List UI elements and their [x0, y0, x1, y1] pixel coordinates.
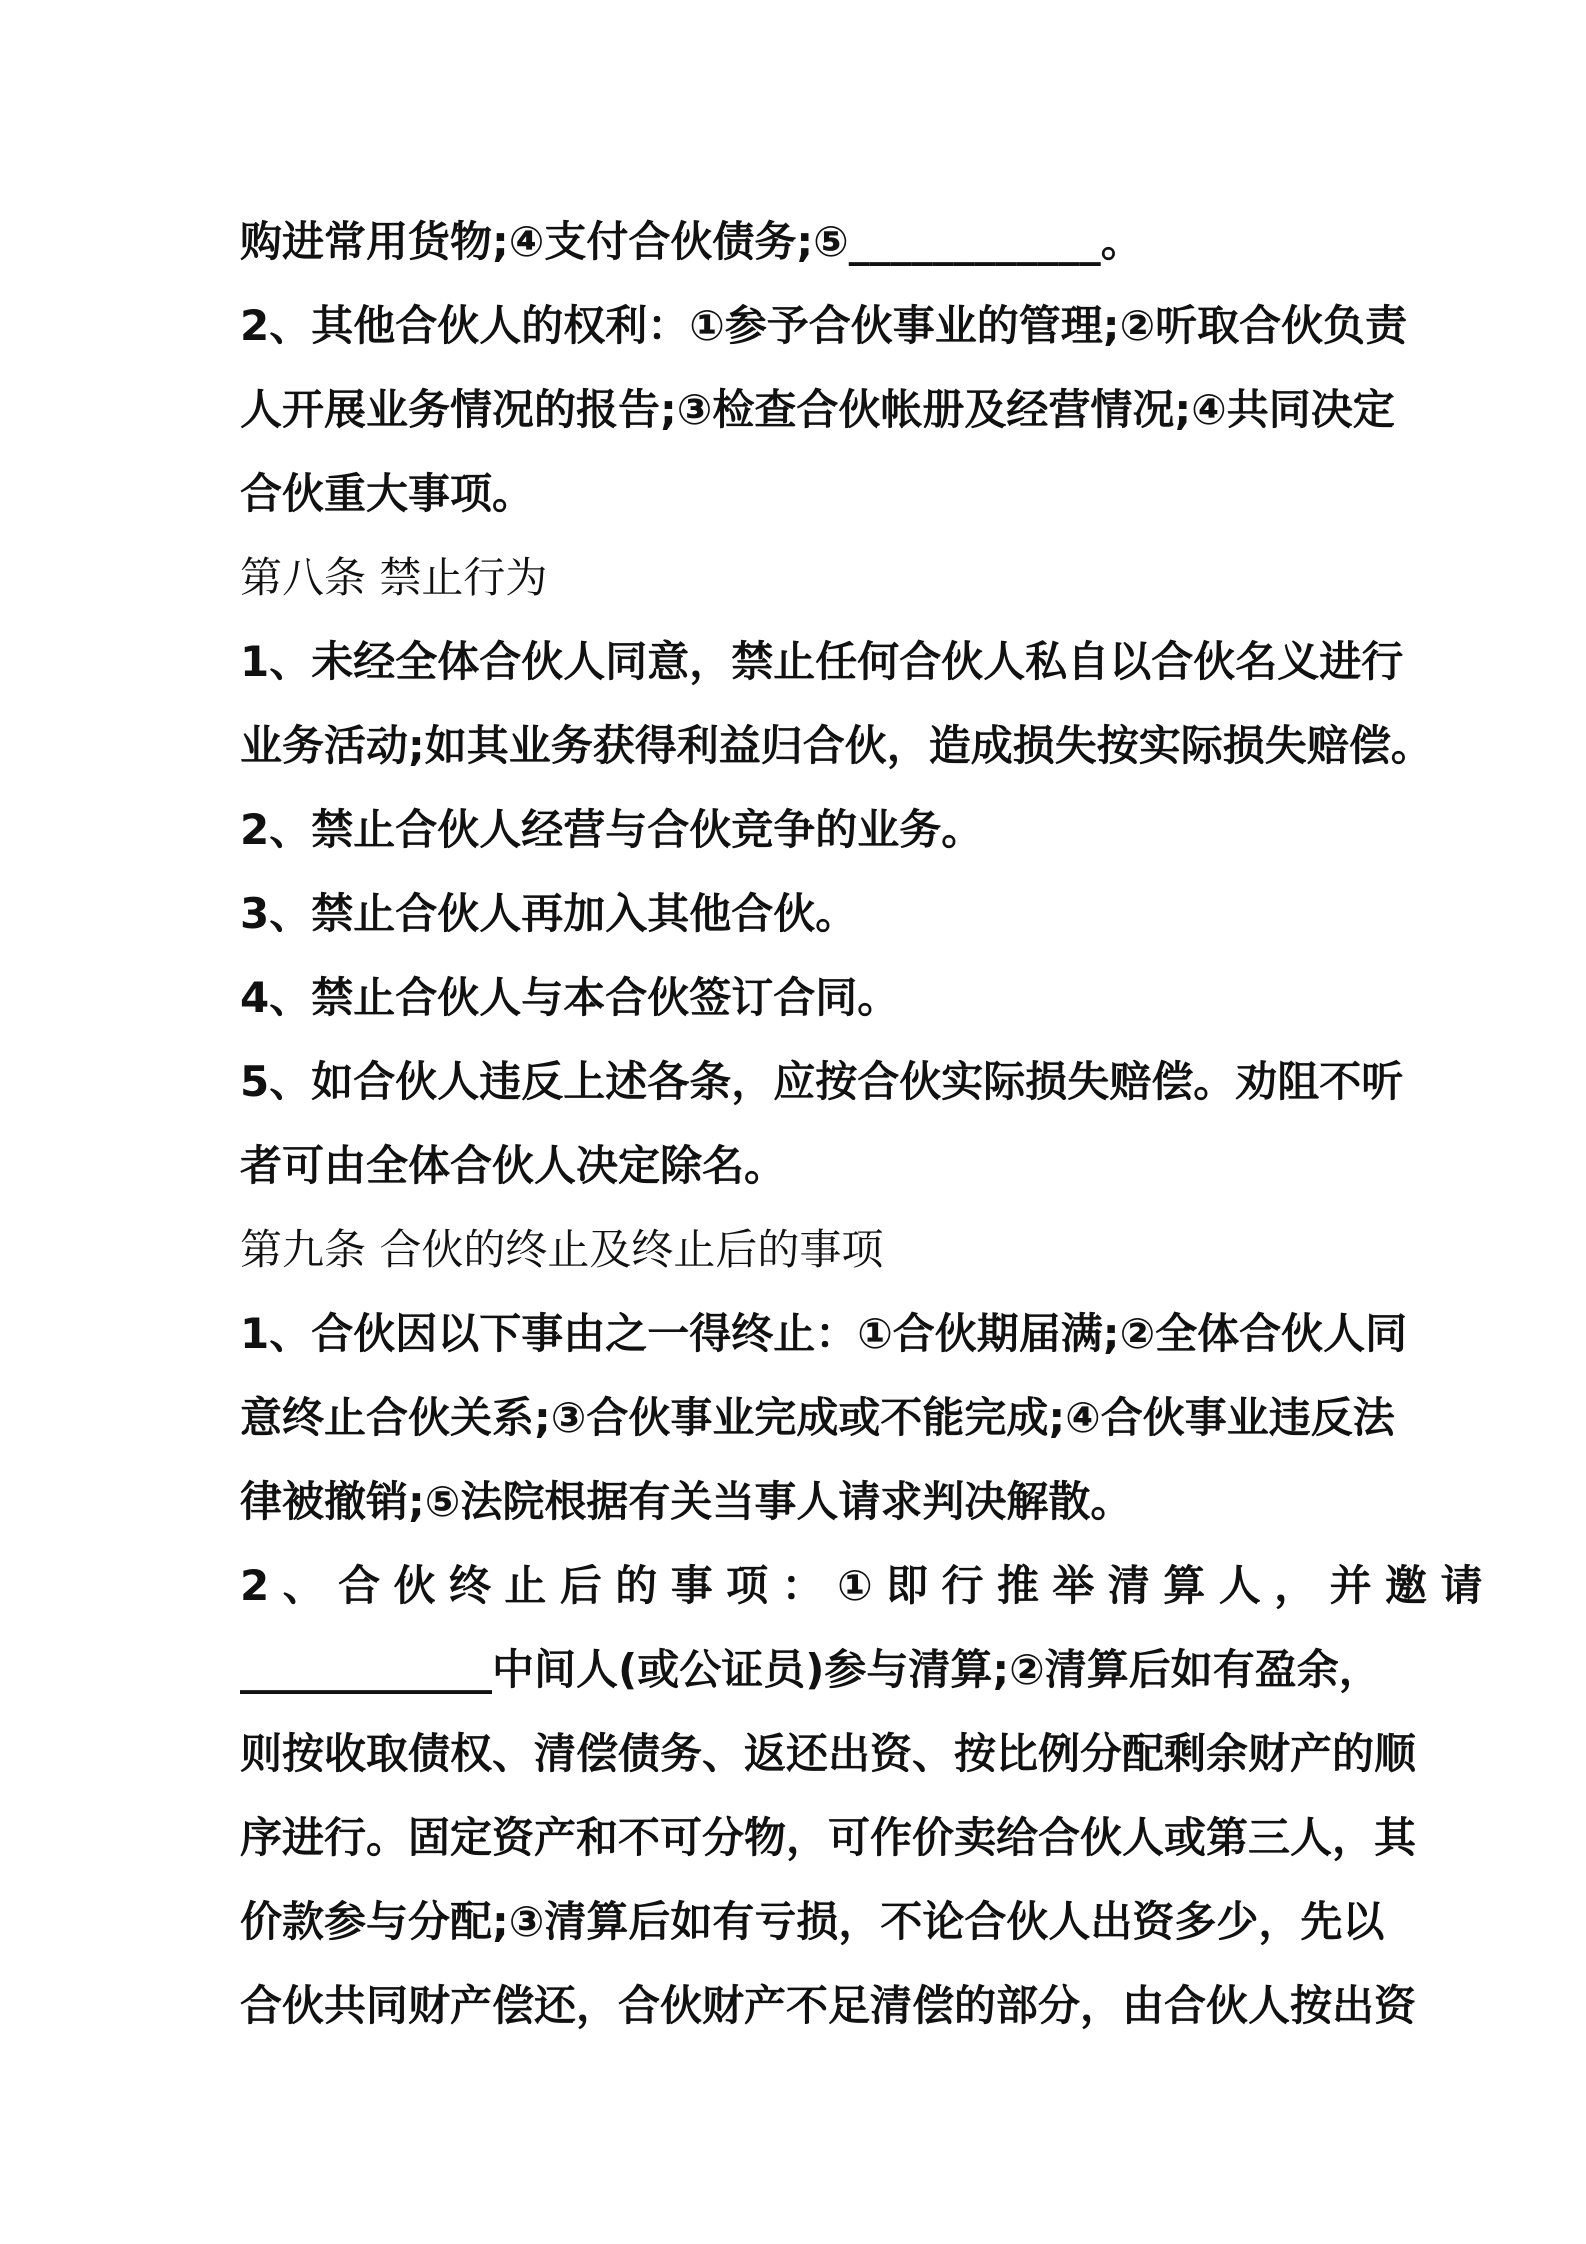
text-line: 2、禁止合伙人经营与合伙竞争的业务。	[240, 805, 984, 854]
text-line: ____________中间人(或公证员)参与清算;②清算后如有盈余，	[240, 1645, 1381, 1694]
text-line: 序进行。固定资产和不可分物，可作价卖给合伙人或第三人，其	[240, 1813, 1417, 1862]
section-heading-8: 第八条 禁止行为	[240, 553, 548, 602]
text-line: 2、其他合伙人的权利：①参予合伙事业的管理;②听取合伙负责	[240, 301, 1408, 350]
text-line: 价款参与分配;③清算后如有亏损，不论合伙人出资多少，先以	[240, 1897, 1385, 1946]
text-line: 4、禁止合伙人与本合伙签订合同。	[240, 973, 900, 1022]
text-line: 则按收取债权、清偿债务、返还出资、按比例分配剩余财产的顺	[240, 1729, 1417, 1778]
text-line: 合伙重大事项。	[240, 469, 535, 518]
text-line: 人开展业务情况的报告;③检查合伙帐册及经营情况;④共同决定	[240, 385, 1395, 434]
text-line: 合伙共同财产偿还，合伙财产不足清偿的部分，由合伙人按出资	[240, 1981, 1417, 2030]
text-line: 5、如合伙人违反上述各条，应按合伙实际损失赔偿。劝阻不听	[240, 1057, 1404, 1106]
text-line-justified: 2、合伙终止后的事项：①即行推举清算人，并邀请	[240, 1561, 1496, 1610]
text-line: 1、未经全体合伙人同意，禁止任何合伙人私自以合伙名义进行	[240, 637, 1404, 686]
text-line: 者可由全体合伙人决定除名。	[240, 1141, 787, 1190]
text-line: 业务活动;如其业务获得利益归合伙，造成损失按实际损失赔偿。	[240, 721, 1433, 770]
section-heading-9: 第九条 合伙的终止及终止后的事项	[240, 1225, 884, 1274]
document-body	[240, 200, 1496, 2048]
text-line: 律被撤销;⑤法院根据有关当事人请求判决解散。	[240, 1477, 1133, 1526]
text-line: 1、合伙因以下事由之一得终止：①合伙期届满;②全体合伙人同	[240, 1309, 1408, 1358]
text-line: 购进常用货物;④支付合伙债务;⑤____________。	[240, 217, 1143, 266]
text-line: 3、禁止合伙人再加入其他合伙。	[240, 889, 858, 938]
text-line: 意终止合伙关系;③合伙事业完成或不能完成;④合伙事业违反法	[240, 1393, 1395, 1442]
